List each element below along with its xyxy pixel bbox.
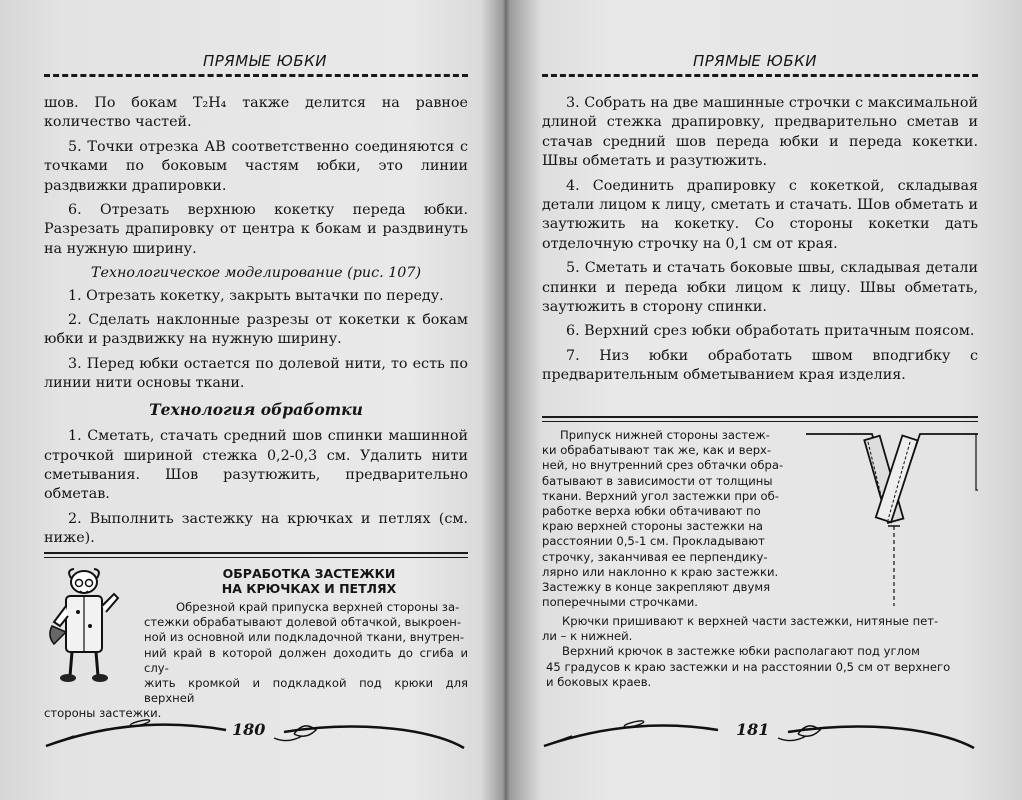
- box-top-rule: [542, 416, 978, 422]
- box-line: ний край в которой должен доходить до сгиба и слу-: [144, 645, 468, 675]
- model-step: 2. Сделать наклонные разрезы от кокетки к бокам юбки и раздвижку на нужную ширину.: [44, 312, 468, 348]
- box-line: 45 градусов к краю застежки и на расстоянии 0,5 см от верхнего: [546, 659, 951, 674]
- box-line: ткани. Верхний угол застежки при об-: [542, 488, 779, 503]
- process-step: 2. Выполнить застежку на крючках и петлях (см. ниже).: [44, 510, 468, 547]
- running-head: ПРЯМЫЕ ЮБКИ: [202, 52, 328, 70]
- box-title-line: НА КРЮЧКАХ И ПЕТЛЯХ: [221, 581, 397, 596]
- box-line: ней, но внутренний срез обтачки обра-: [542, 458, 784, 473]
- box-top-rule: [44, 552, 468, 558]
- box-line: Крючки пришивают к верхней части застежки, нитяные пет-: [562, 614, 939, 628]
- box-line: стежки обрабатывают долевой обтачкой, выкроен-: [144, 615, 462, 630]
- process-step: 6. Верхний срез юбки обработать притачным поясом.: [566, 323, 975, 340]
- box-line: и боковых краев.: [546, 674, 652, 689]
- box-title-line: ОБРАБОТКА ЗАСТЕЖКИ: [222, 566, 396, 581]
- box-line: ки обрабатывают так же, как и верх-: [542, 443, 772, 458]
- closure-diagram: [802, 430, 978, 610]
- box-line: ли – к нижней.: [542, 629, 633, 644]
- header-dashed-rule: [44, 74, 468, 77]
- running-head: ПРЯМЫЕ ЮБКИ: [692, 52, 818, 70]
- box-line: батывают в зависимости от толщины: [542, 473, 773, 488]
- page-number: 181: [736, 720, 770, 739]
- paragraph: шов. По бокам T₂H₄ также делится на равное количество частей.: [44, 95, 468, 131]
- process-step: 3. Собрать на две машинные строчки с максимальной длиной стежка драпировку, предварительно сметав и стачав средний шов переда юбки и переда кокетки. Швы обметать и разутюжить.: [542, 95, 978, 170]
- box-line: Обрезной край припуска верхней стороны за-: [176, 600, 460, 614]
- paragraph: 5. Точки отрезка АВ соответственно соединяются с точками по боковым частям юбки, это линии раздвижки драпировки.: [44, 138, 468, 194]
- box-line: строчку, заканчивая ее перпендику-: [542, 549, 768, 564]
- right-box-text-narrow: [542, 428, 804, 610]
- box-title: [150, 566, 468, 596]
- box-line: лярно или наклонно к краю застежки.: [542, 564, 779, 579]
- page-180: [0, 0, 500, 800]
- model-step: 3. Перед юбки остается по долевой нити, то есть по линии нити основы ткани.: [44, 355, 468, 392]
- right-box-text-wide: [542, 614, 978, 690]
- page-number: 180: [232, 720, 266, 739]
- subheading: Технологическое моделирование (рис. 107): [90, 265, 422, 282]
- process-step: 5. Сметать и стачать боковые швы, складывая детали спинки и переда юбки лицом к лицу. Швы обметать, заутюжить в сторону спинки.: [542, 260, 978, 316]
- left-body-text: [44, 94, 468, 554]
- process-step: 7. Низ юбки обработать швом вподгибку с предварительным обметыванием края изделия.: [542, 347, 978, 384]
- box-line: стороны застежки.: [44, 706, 162, 721]
- right-body-text: [542, 94, 978, 391]
- box-line: Верхний крючок в застежке юбки располагают под углом: [562, 644, 920, 659]
- process-step: 1. Сметать, стачать средний шов спинки машинной строчкой шириной стежка 0,2-0,3 см. Удалить нити сметывания. Шов разутюжить, предварительно обметав.: [44, 428, 468, 503]
- box-line: расстоянии 0,5-1 см. Прокладывают: [542, 534, 765, 549]
- box-line: Припуск нижней стороны застеж-: [560, 428, 770, 442]
- box-line: работке верха юбки обтачивают по: [542, 504, 761, 519]
- box-line: Застежку в конце закрепляют двумя: [542, 580, 771, 595]
- left-box-text: [44, 600, 468, 722]
- section-title: Технология обработки: [149, 399, 363, 419]
- page-181: [512, 0, 1022, 800]
- box-line: жить кромкой и подкладкой под крюки для верхней: [144, 676, 468, 706]
- model-step: 1. Отрезать кокетку, закрыть вытачки по переду.: [68, 287, 444, 304]
- paragraph: 6. Отрезать верхнюю кокетку переда юбки. Разрезать драпировку от центра к бокам и раздвинуть на нужную ширину.: [44, 202, 468, 257]
- header-dashed-rule: [542, 74, 978, 77]
- box-line: краю верхней стороны застежки на: [542, 519, 764, 534]
- box-line: поперечными строчками.: [542, 595, 698, 610]
- process-step: 4. Соединить драпировку с кокеткой, складывая детали лицом к лицу, сметать и стачать. Шов обметать и заутюжить на кокетку. Со стороны кокетки дать отделочную строчку на 0,1 см от края.: [542, 177, 978, 252]
- box-line: ной из основной или подкладочной ткани, внутрен-: [144, 630, 464, 645]
